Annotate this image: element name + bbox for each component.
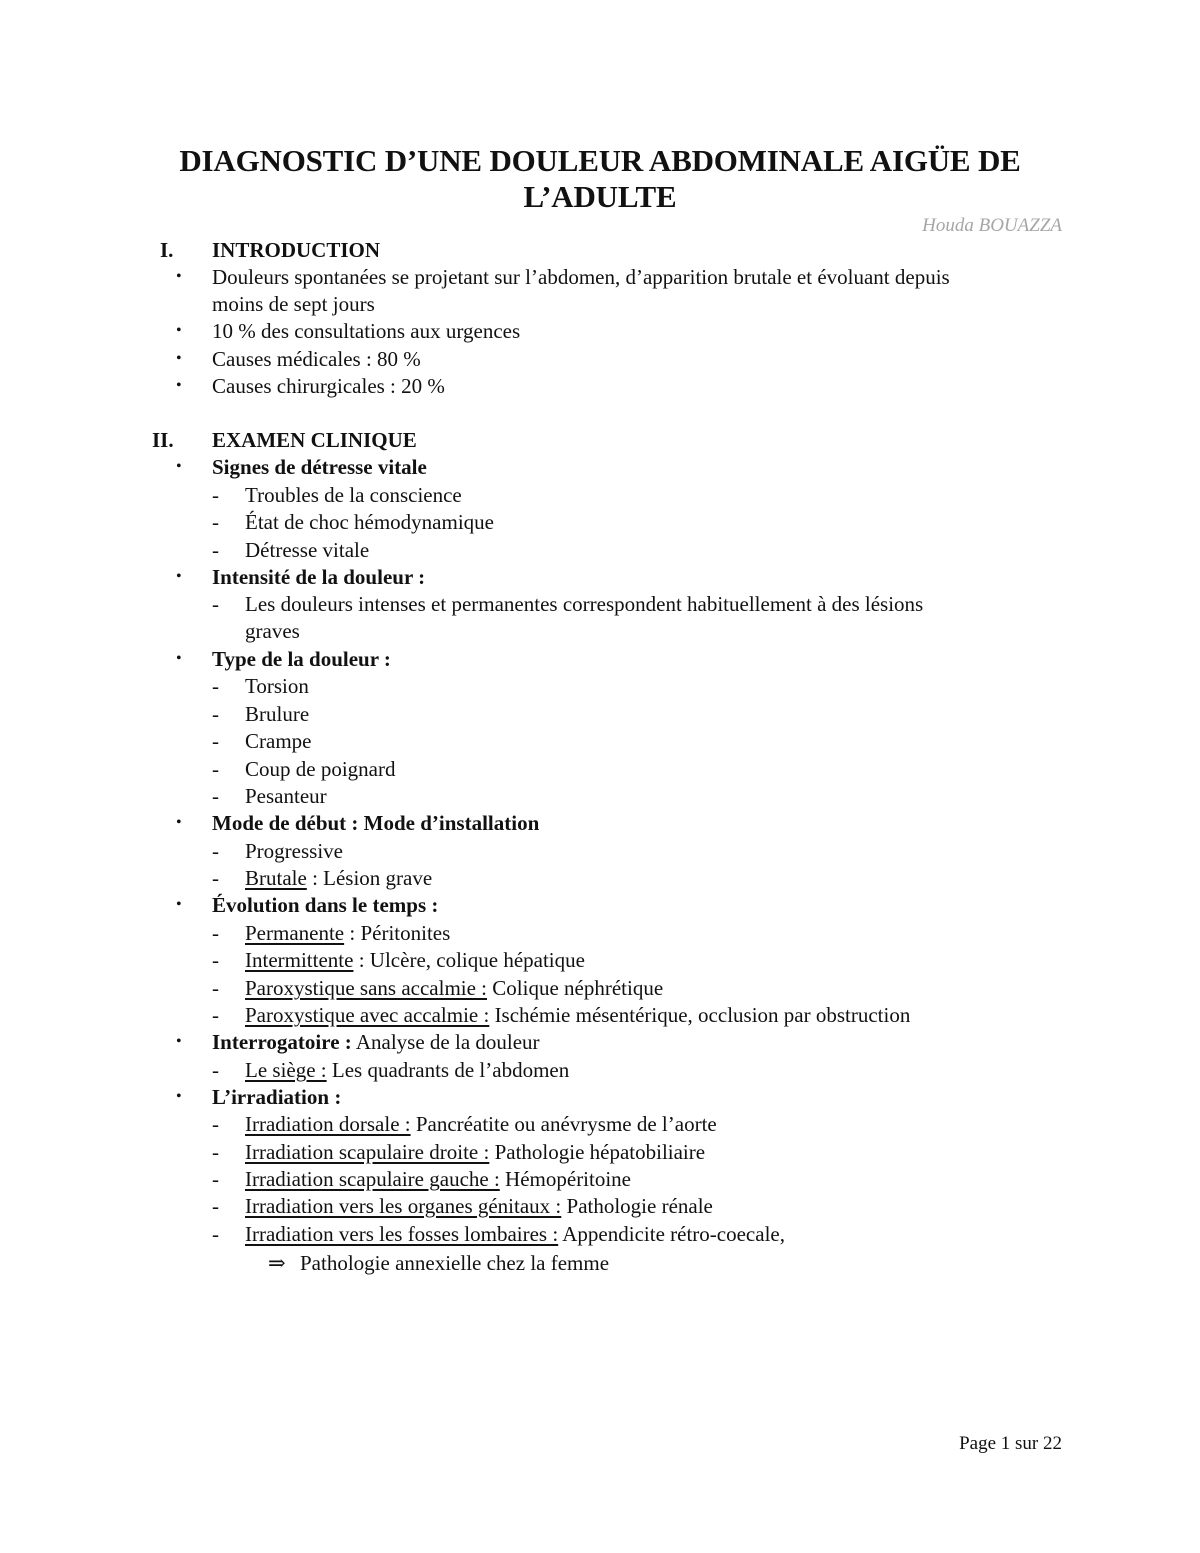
- document-title-line-1: DIAGNOSTIC D’UNE DOULEUR ABDOMINALE AIGÜE DE: [179, 143, 1021, 178]
- intro-item-1-line-2: moins de sept jours: [212, 292, 375, 316]
- list-item: [245, 975, 663, 1001]
- intro-item-2: 10 % des consultations aux urgences: [212, 319, 521, 343]
- list-item: Brulure: [245, 702, 310, 726]
- bullet-icon: •: [176, 568, 182, 585]
- item-description: Hémopéritoine: [499, 1167, 632, 1191]
- list-item: Détresse vitale: [245, 538, 370, 562]
- dash-icon: -: [212, 1003, 219, 1027]
- list-item: Crampe: [245, 729, 312, 753]
- underlined-term: Irradiation scapulaire droite :: [245, 1140, 490, 1164]
- dash-icon: -: [212, 674, 219, 698]
- dash-icon: -: [212, 839, 219, 863]
- dash-icon: -: [212, 1194, 219, 1218]
- list-item: Pesanteur: [245, 784, 327, 808]
- dash-icon: -: [212, 948, 219, 972]
- bullet-icon: •: [176, 377, 182, 394]
- dash-icon: -: [212, 592, 219, 616]
- bullet-icon: •: [176, 322, 182, 339]
- list-item: [245, 1002, 910, 1028]
- implies-arrow-icon: ⇒: [268, 1251, 286, 1275]
- list-item-line-1: Les douleurs intenses et permanentes correspondent habituellement à des lésions: [245, 592, 924, 616]
- intro-item-1-line-1: Douleurs spontanées se projetant sur l’abdomen, d’apparition brutale et évoluant depuis: [212, 265, 950, 289]
- heading-type: Type de la douleur :: [212, 647, 391, 671]
- document-title-line-2: L’ADULTE: [523, 179, 677, 214]
- dash-icon: -: [212, 1167, 219, 1191]
- bullet-icon: •: [176, 896, 182, 913]
- bullet-icon: •: [176, 458, 182, 475]
- intro-item-3: Causes médicales : 80 %: [212, 347, 421, 371]
- dash-icon: -: [212, 1140, 219, 1164]
- list-item: [245, 1193, 713, 1219]
- underlined-term: Irradiation scapulaire gauche :: [245, 1167, 500, 1191]
- section-2-title: EXAMEN CLINIQUE: [212, 428, 417, 452]
- bullet-icon: •: [176, 650, 182, 667]
- bullet-icon: •: [176, 814, 182, 831]
- section-2-number: II.: [152, 428, 174, 452]
- arrow-note: Pathologie annexielle chez la femme: [300, 1251, 610, 1275]
- dash-icon: -: [212, 921, 219, 945]
- list-item: Troubles de la conscience: [245, 483, 462, 507]
- bullet-icon: •: [176, 1033, 182, 1050]
- list-item: [245, 1057, 569, 1083]
- dash-icon: -: [212, 757, 219, 781]
- list-item: [245, 1139, 705, 1165]
- underlined-term: Paroxystique avec accalmie :: [245, 1003, 490, 1027]
- heading-intensite: Intensité de la douleur :: [212, 565, 426, 589]
- list-item: [245, 865, 432, 891]
- item-description: : Ulcère, colique hépatique: [353, 948, 585, 972]
- item-description: : Lésion grave: [306, 866, 433, 890]
- dash-icon: -: [212, 976, 219, 1000]
- underlined-term: Irradiation vers les organes génitaux :: [245, 1194, 562, 1218]
- list-item: Torsion: [245, 674, 309, 698]
- heading-interrogatoire: [212, 1029, 540, 1055]
- heading-irradiation: L’irradiation :: [212, 1085, 342, 1109]
- intro-item-4: Causes chirurgicales : 20 %: [212, 374, 445, 398]
- item-description: Colique néphrétique: [487, 976, 664, 1000]
- dash-icon: -: [212, 1058, 219, 1082]
- section-1-number: I.: [160, 238, 174, 262]
- item-description: Les quadrants de l’abdomen: [326, 1058, 570, 1082]
- dash-icon: -: [212, 702, 219, 726]
- dash-icon: -: [212, 784, 219, 808]
- page-number: Page 1 sur 22: [959, 1433, 1062, 1454]
- underlined-term: Irradiation vers les fosses lombaires :: [245, 1222, 559, 1246]
- list-item: [245, 920, 450, 946]
- heading-description: Analyse de la douleur: [351, 1030, 540, 1054]
- heading-label: Interrogatoire :: [212, 1030, 352, 1054]
- list-item-line-2: graves: [245, 619, 300, 643]
- dash-icon: -: [212, 729, 219, 753]
- item-description: Ischémie mésentérique, occlusion par obstruction: [489, 1003, 911, 1027]
- underlined-term: Intermittente: [245, 948, 354, 972]
- dash-icon: -: [212, 510, 219, 534]
- list-item: [245, 947, 585, 973]
- author-name: Houda BOUAZZA: [922, 215, 1062, 236]
- list-item: [245, 1166, 631, 1192]
- underlined-term: Brutale: [245, 866, 307, 890]
- heading-signes-detresse: Signes de détresse vitale: [212, 455, 427, 479]
- list-item: Coup de poignard: [245, 757, 396, 781]
- list-item: État de choc hémodynamique: [245, 510, 494, 534]
- item-description: : Péritonites: [344, 921, 451, 945]
- dash-icon: -: [212, 866, 219, 890]
- underlined-term: Paroxystique sans accalmie :: [245, 976, 488, 1000]
- bullet-icon: •: [176, 268, 182, 285]
- bullet-icon: •: [176, 350, 182, 367]
- item-description: Pathologie rénale: [561, 1194, 713, 1218]
- underlined-term: Le siège :: [245, 1058, 327, 1082]
- heading-evolution: Évolution dans le temps :: [212, 893, 439, 917]
- item-description: Pathologie hépatobiliaire: [489, 1140, 706, 1164]
- dash-icon: -: [212, 483, 219, 507]
- dash-icon: -: [212, 538, 219, 562]
- dash-icon: -: [212, 1112, 219, 1136]
- underlined-term: Irradiation dorsale :: [245, 1112, 411, 1136]
- heading-mode-debut: Mode de début : Mode d’installation: [212, 811, 540, 835]
- item-description: Pancréatite ou anévrysme de l’aorte: [410, 1112, 717, 1136]
- dash-icon: -: [212, 1222, 219, 1246]
- list-item: [245, 1221, 785, 1247]
- list-item: [245, 1111, 717, 1137]
- section-1-title: INTRODUCTION: [212, 238, 381, 262]
- underlined-term: Permanente: [245, 921, 345, 945]
- list-item: Progressive: [245, 839, 343, 863]
- item-description: Appendicite rétro-coecale,: [558, 1222, 785, 1246]
- bullet-icon: •: [176, 1088, 182, 1105]
